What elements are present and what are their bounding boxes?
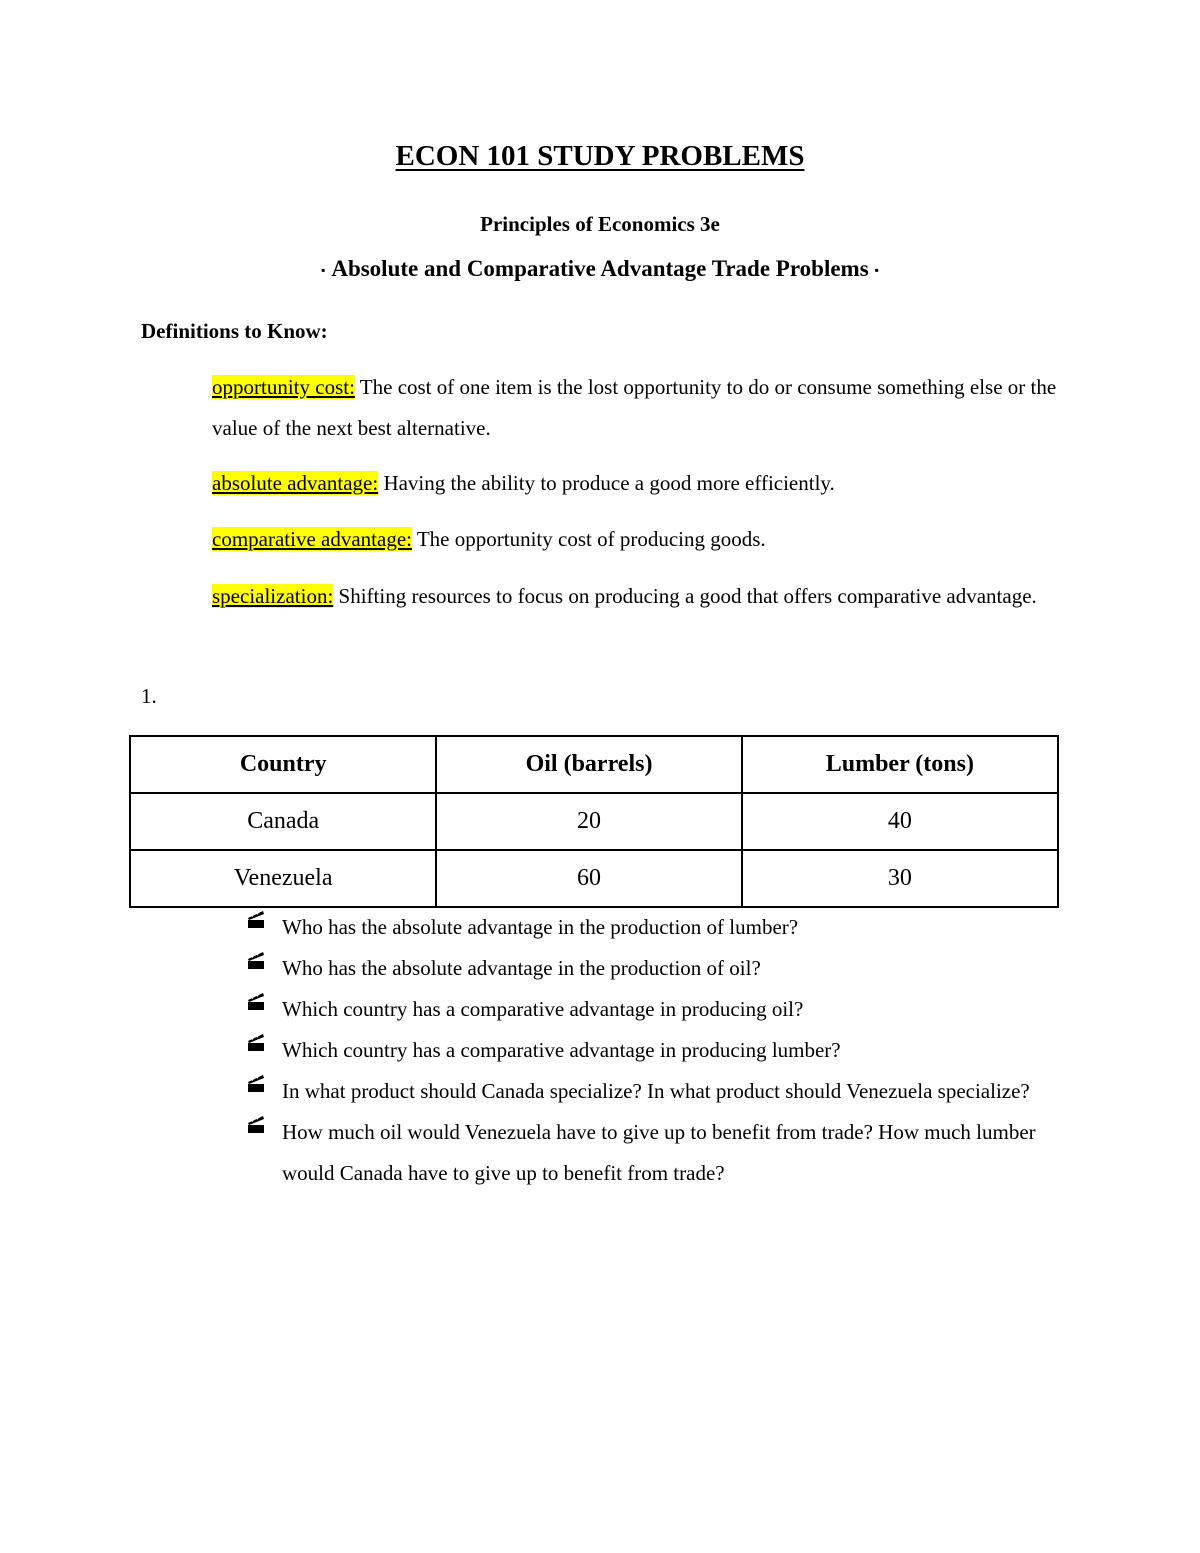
definition-absolute-advantage xyxy=(212,463,1072,504)
definition-term: specialization: xyxy=(212,584,334,608)
list-item xyxy=(246,989,1076,1030)
clapperboard-icon xyxy=(246,989,266,1011)
question-text: In what product should Canada specialize? In what product should Venezuela specialize? xyxy=(282,1079,1030,1103)
clapperboard-icon xyxy=(246,907,266,929)
question-text: How much oil would Venezuela have to give up to benefit from trade? How much lumber would Canada have to give up to benefit from trade? xyxy=(282,1120,1036,1185)
question-text: Which country has a comparative advantage in producing lumber? xyxy=(282,1038,841,1062)
list-item xyxy=(246,1071,1076,1112)
table-cell: Canada xyxy=(130,793,436,850)
table-header-cell: Country xyxy=(130,736,436,793)
table-cell: 40 xyxy=(742,793,1058,850)
clapperboard-icon xyxy=(246,948,266,970)
topic-heading xyxy=(0,256,1200,282)
topic-text: Absolute and Comparative Advantage Trade Problems xyxy=(331,256,869,281)
question-text: Which country has a comparative advantage in producing oil? xyxy=(282,997,804,1021)
definition-term: comparative advantage: xyxy=(212,527,412,551)
list-item xyxy=(246,907,1076,948)
table-row xyxy=(130,850,1058,907)
table-header-cell: Oil (barrels) xyxy=(436,736,741,793)
table-header-row xyxy=(130,736,1058,793)
list-item xyxy=(246,1030,1076,1071)
bullet-icon: ▪ xyxy=(874,263,879,278)
definition-text: The opportunity cost of producing goods. xyxy=(411,527,766,551)
production-table xyxy=(129,735,1059,908)
definition-opportunity-cost xyxy=(212,367,1072,449)
definitions-heading: Definitions to Know: xyxy=(141,319,328,343)
definition-specialization xyxy=(212,576,1072,617)
definition-text: Shifting resources to focus on producing a good that offers comparative advantage. xyxy=(333,584,1037,608)
definition-text: Having the ability to produce a good more efficiently. xyxy=(378,471,835,495)
list-item xyxy=(246,948,1076,989)
table-cell: Venezuela xyxy=(130,850,436,907)
clapperboard-icon xyxy=(246,1071,266,1093)
table-cell: 60 xyxy=(436,850,741,907)
definition-text: The cost of one item is the lost opportunity to do or consume something else or the value of the next best alternative. xyxy=(212,375,1057,440)
definition-term: opportunity cost: xyxy=(212,375,355,399)
bullet-icon: ▪ xyxy=(321,263,326,278)
clapperboard-icon xyxy=(246,1112,266,1134)
table-cell: 30 xyxy=(742,850,1058,907)
definition-term: absolute advantage: xyxy=(212,471,379,495)
table-header-cell: Lumber (tons) xyxy=(742,736,1058,793)
page-subtitle: Principles of Economics 3e xyxy=(480,212,720,236)
list-item xyxy=(246,1112,1076,1194)
table-row xyxy=(130,793,1058,850)
definition-comparative-advantage xyxy=(212,519,1072,560)
problem-number: 1. xyxy=(141,684,157,708)
page-title: ECON 101 STUDY PROBLEMS xyxy=(395,140,805,172)
clapperboard-icon xyxy=(246,1030,266,1052)
question-text: Who has the absolute advantage in the production of lumber? xyxy=(282,915,799,939)
question-text: Who has the absolute advantage in the production of oil? xyxy=(282,956,761,980)
question-list xyxy=(246,907,1076,1194)
table-cell: 20 xyxy=(436,793,741,850)
